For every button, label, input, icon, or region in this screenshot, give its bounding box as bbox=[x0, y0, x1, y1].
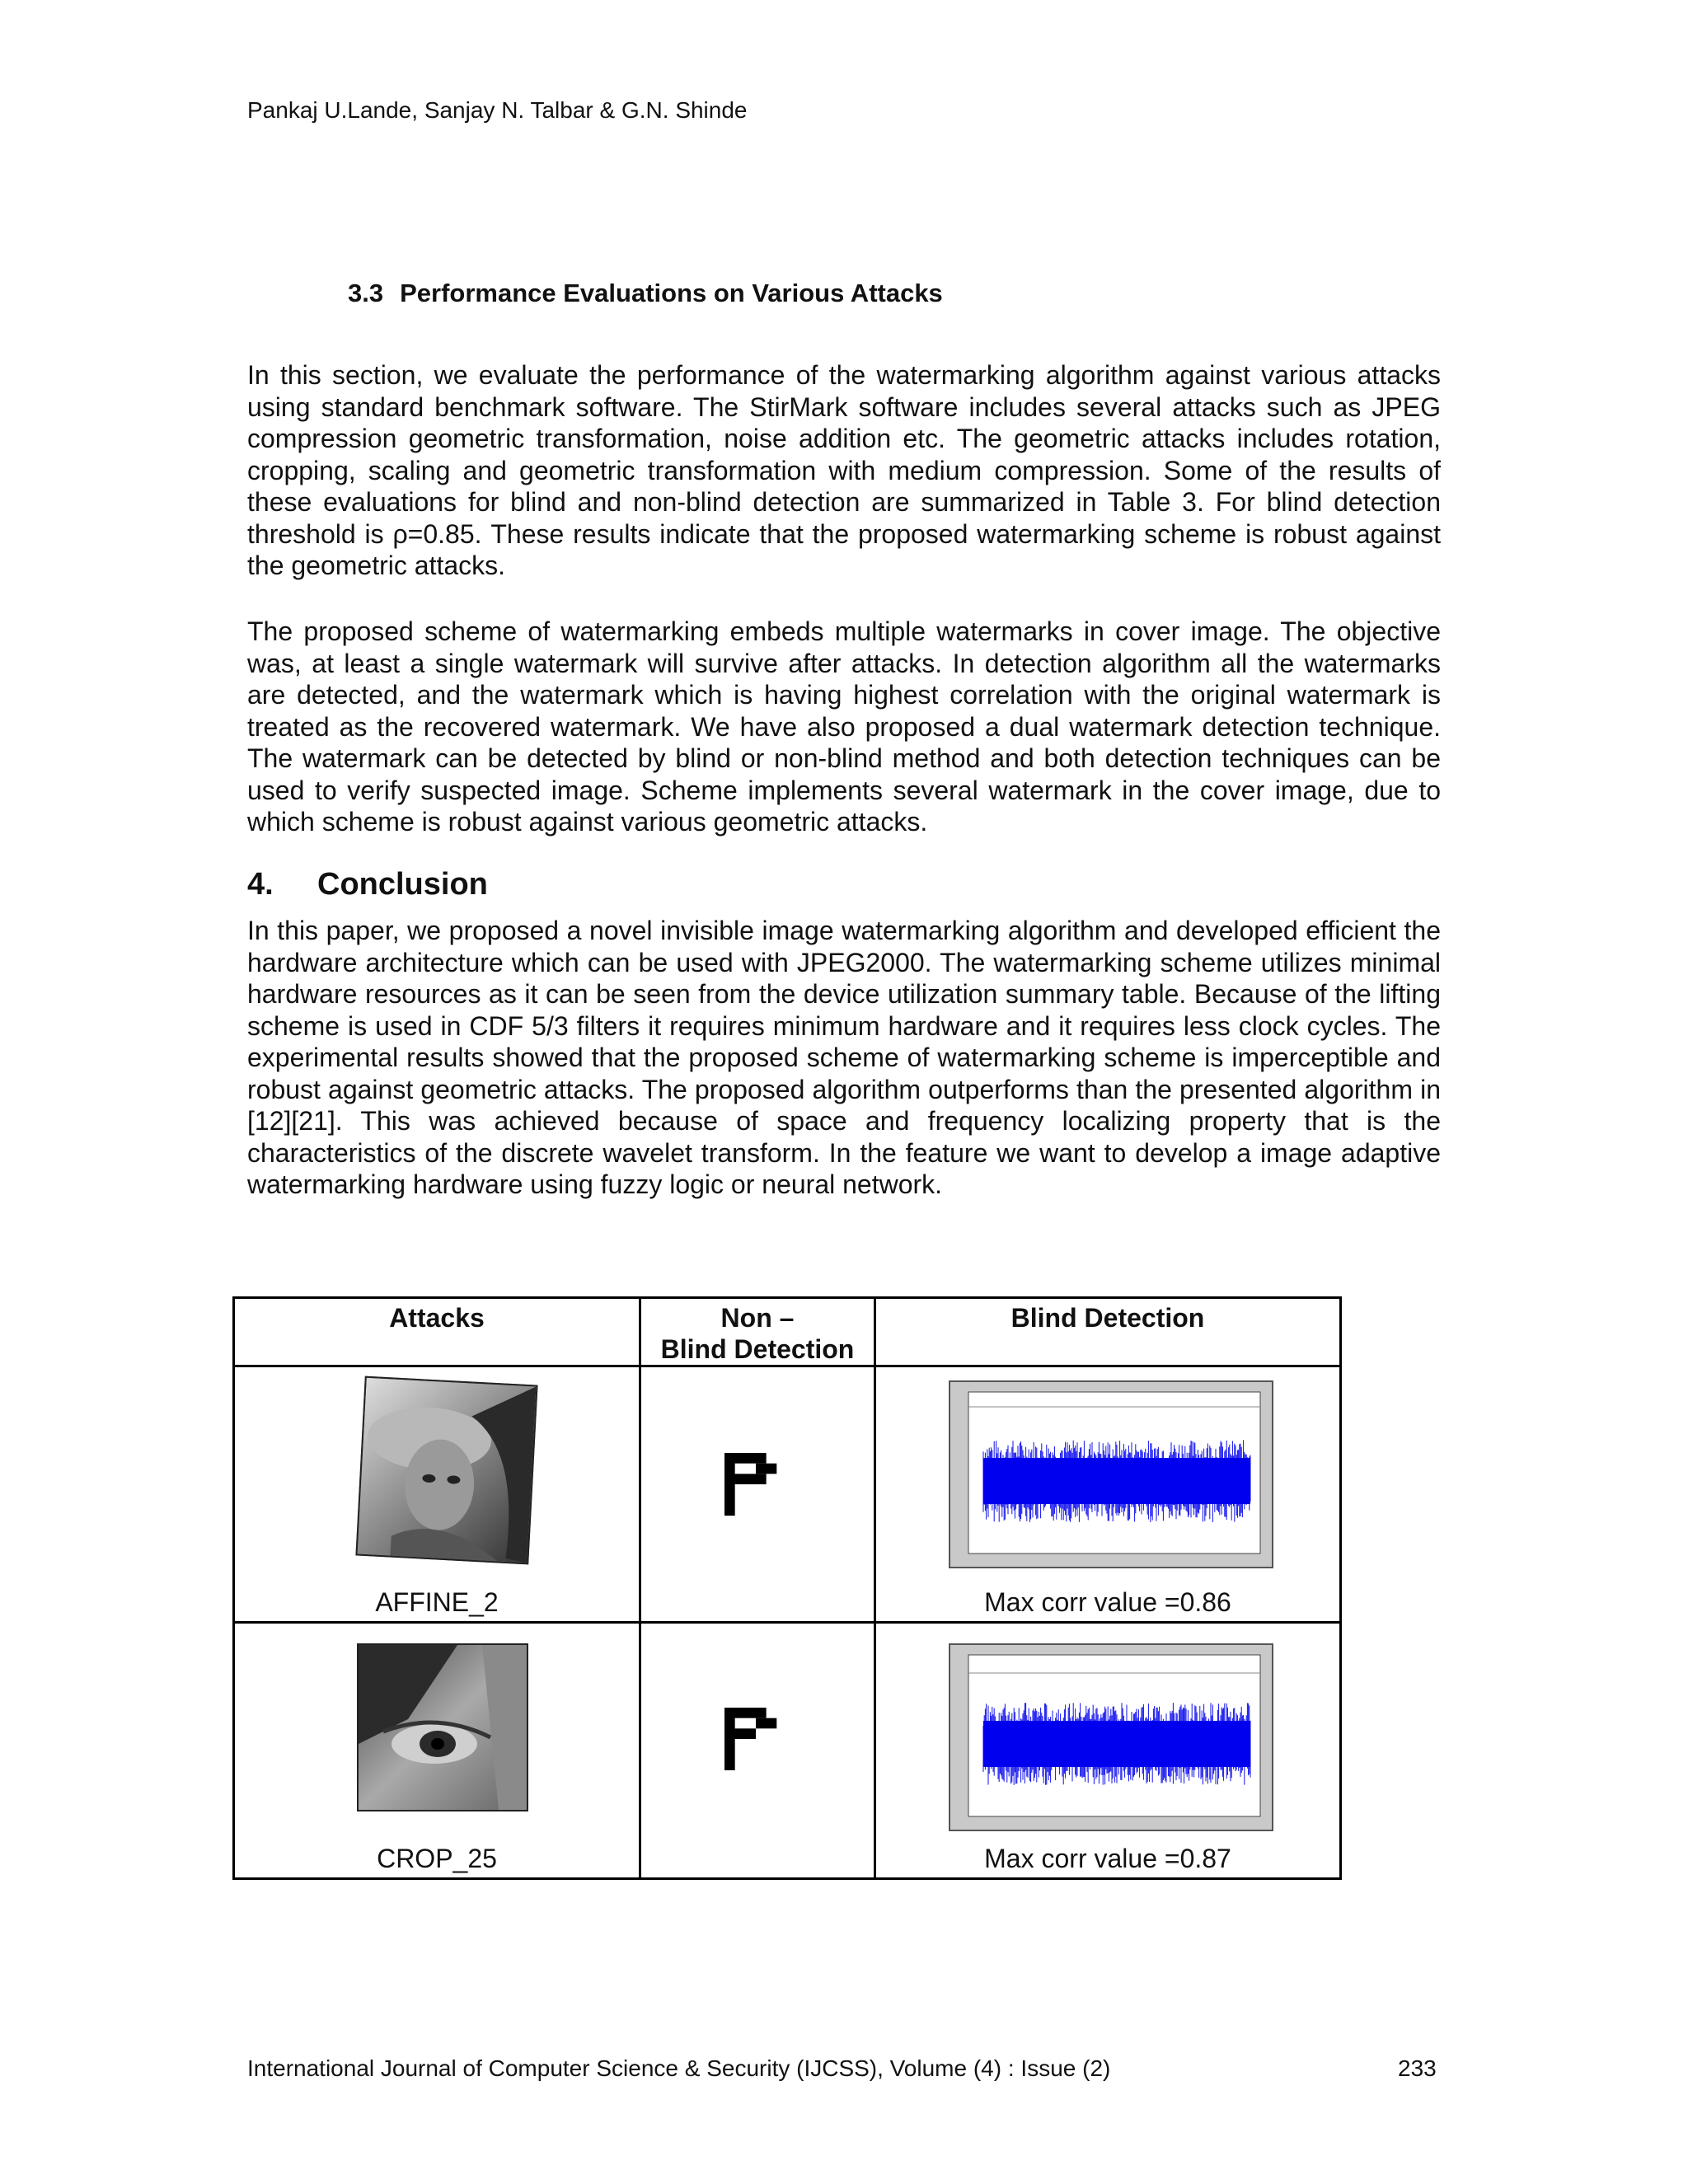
table-row bbox=[234, 1623, 1341, 1879]
section-title: Performance Evaluations on Various Attacks bbox=[400, 279, 943, 307]
conclusion-number: 4. bbox=[247, 867, 274, 902]
attack-cell bbox=[234, 1623, 640, 1879]
table-row bbox=[234, 1366, 1341, 1623]
paragraph-conclusion: In this paper, we proposed a novel invisible image watermarking algorithm and developed efficient the hardware architecture which can be used with JPEG2000. The watermarking scheme utilizes minimal hardware resources as it can be seen from the device utilization summary table. Because of the lifting scheme is used in CDF 5/3 filters it requires minimum hardware and it requires less clock cycles. The experimental results showed that the proposed scheme of watermarking scheme is imperceptible and robust against geometric attacks. The proposed algorithm outperforms than the presented algorithm in [12][21]. This was achieved because of space and frequency localizing property that is the characteristics of the discrete wavelet transform. In the feature we want to develop a image adaptive watermarking hardware using fuzzy logic or neural network. bbox=[247, 916, 1441, 1199]
attack-name: AFFINE_2 bbox=[375, 1587, 499, 1617]
max-corr-value: Max corr value =0.87 bbox=[984, 1844, 1231, 1873]
correlation-plot-drawing bbox=[950, 1382, 1272, 1567]
header-blind: Blind Detection bbox=[875, 1298, 1341, 1366]
paragraph-attacks-intro: In this section, we evaluate the performance of the watermarking algorithm against various attacks using standard benchmark software. The StirMark software includes several attacks such as JPEG compression geometric transformation, noise addition etc. The geometric attacks includes rotation, cropping, scaling and geometric transformation with medium compression. Some of the results of these evaluations for blind and non-blind detection are summarized in Table 3. For blind detection threshold is ρ=0.85. These results indicate that the proposed watermarking scheme is robust against the geometric attacks. bbox=[247, 360, 1441, 580]
recovered-watermark-image bbox=[724, 1708, 787, 1770]
header-non-blind-line1: Non – bbox=[720, 1303, 795, 1333]
conclusion-title: Conclusion bbox=[317, 867, 488, 902]
affine-image-drawing bbox=[358, 1378, 537, 1563]
non-blind-cell bbox=[640, 1366, 875, 1623]
blind-cell bbox=[875, 1366, 1341, 1623]
page-number: 233 bbox=[1398, 2055, 1437, 2081]
max-corr-value: Max corr value =0.86 bbox=[984, 1587, 1231, 1617]
journal-footer: International Journal of Computer Science & Security (IJCSS), Volume (4) : Issue (2) bbox=[247, 2055, 1111, 2081]
section-heading-3-3 bbox=[348, 279, 943, 308]
results-table bbox=[232, 1296, 1342, 1880]
correlation-plot-drawing bbox=[950, 1645, 1272, 1830]
header-non-blind-line2: Blind Detection bbox=[660, 1334, 855, 1364]
correlation-band bbox=[983, 1458, 1250, 1504]
blind-cell bbox=[875, 1623, 1341, 1879]
attack-cell bbox=[234, 1366, 640, 1623]
header-non-blind bbox=[640, 1298, 875, 1366]
paragraph-scheme: The proposed scheme of watermarking embeds multiple watermarks in cover image. The objective was, at least a single watermark will survive after attacks. In detection algorithm all the watermarks are detected, and the watermark which is having highest correlation with the original watermark is treated as the recovered watermark. We have also proposed a dual watermark detection technique. The watermark can be detected by blind or non-blind method and both detection techniques can be used to verify suspected image. Scheme implements several watermark in the cover image, due to which scheme is robust against various geometric attacks. bbox=[247, 616, 1441, 837]
attack-name: CROP_25 bbox=[377, 1844, 497, 1873]
correlation-plot bbox=[949, 1643, 1273, 1831]
correlation-band bbox=[983, 1721, 1250, 1767]
section-number: 3.3 bbox=[348, 279, 384, 307]
correlation-plot bbox=[949, 1380, 1273, 1568]
running-header: Pankaj U.Lande, Sanjay N. Talbar & G.N. Shinde bbox=[247, 97, 748, 123]
recovered-watermark-image bbox=[724, 1453, 787, 1516]
table-header-row bbox=[234, 1298, 1341, 1366]
conclusion-heading bbox=[247, 867, 488, 902]
non-blind-cell bbox=[640, 1623, 875, 1879]
crop-attacked-image bbox=[357, 1643, 528, 1811]
header-attacks: Attacks bbox=[234, 1298, 640, 1366]
affine-attacked-image bbox=[355, 1376, 537, 1565]
crop-image-drawing bbox=[359, 1645, 527, 1810]
